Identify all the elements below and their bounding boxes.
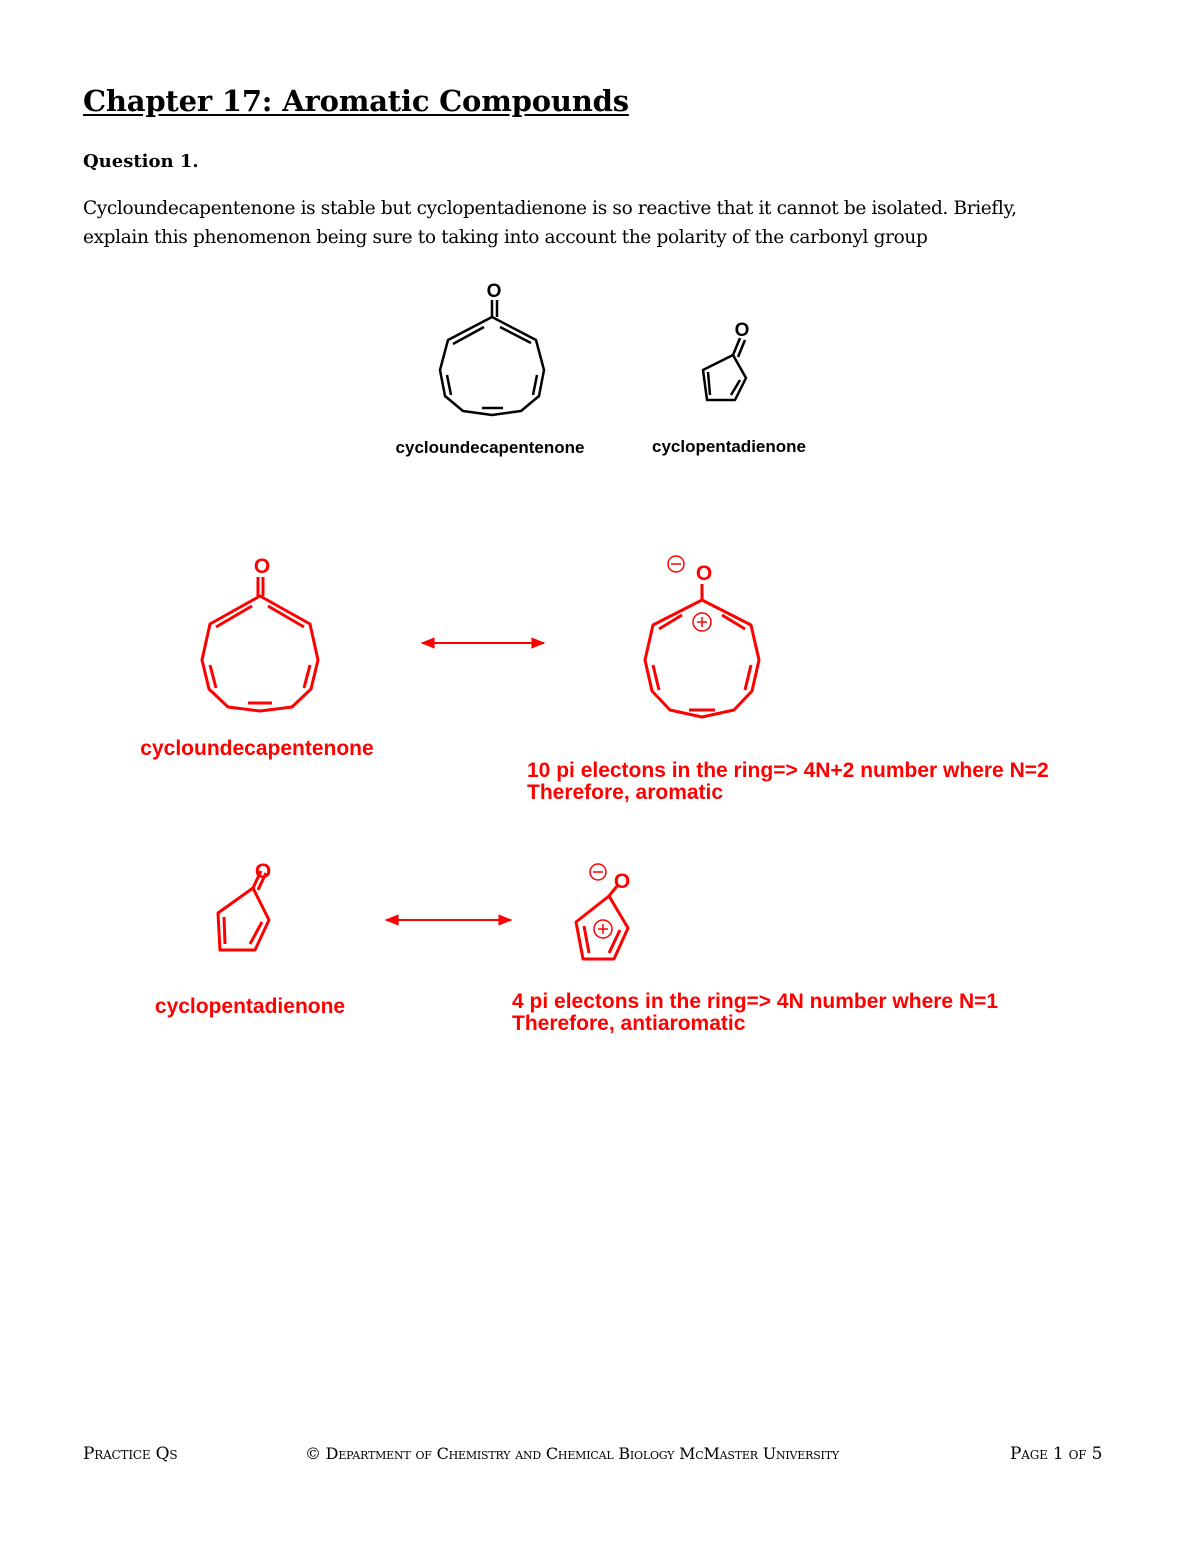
footer-page-number: Page 1 of 5 [1010,1444,1103,1464]
ring-11-outline [202,596,318,711]
inner-double-bonds [653,615,751,710]
cycloundecapentenone-structure-red [202,555,318,711]
positive-charge-icon [594,920,612,938]
question-text-line-1: Cycloundecapentenone is stable but cyclopentadienone is so reactive that it cannot be isolated. Briefly, [83,198,1017,219]
label-cycloundecapentenone-red: cycloundecapentenone [140,737,374,760]
negative-charge-icon [590,864,606,880]
aromatic-note-line-2: Therefore, aromatic [527,781,724,804]
cycloundecapentenone-resonance-structure [645,556,759,717]
inner-double-bond [224,917,225,944]
inner-double-bond [708,372,710,395]
positive-charge-icon [693,613,711,631]
negative-charge-icon [668,556,684,572]
inner-double-bond [584,926,589,953]
oxygen-atom: O [613,870,631,893]
cyclopentadienone-structure-black [703,320,749,400]
oxygen-atom: O [486,281,502,302]
antiaromatic-note-line-1: 4 pi electons in the ring=> 4N number where N=1 [512,990,999,1013]
oxygen-atom: O [253,555,271,578]
question-text-line-2: explain this phenomenon being sure to taking into account the polarity of the carbonyl group [83,227,928,248]
oxygen-atom: O [695,562,713,585]
label-cyclopentadienone-black: cyclopentadienone [652,437,806,456]
antiaromatic-note-line-2: Therefore, antiaromatic [512,1012,746,1035]
aromatic-note-line-1: 10 pi electons in the ring=> 4N+2 number where N=2 [527,759,1049,782]
cycloundecapentenone-structure-black [440,281,544,415]
cyclopentadienone-structure-red [218,860,271,950]
footer-left: Practice Qs [83,1444,178,1464]
question-heading: Question 1. [83,151,199,172]
oxygen-atom: O [734,320,750,341]
oxygen-atom: O [254,860,272,883]
inner-double-bonds [447,327,537,408]
chapter-title: Chapter 17: Aromatic Compounds [83,84,629,118]
inner-double-bonds [210,606,310,703]
footer-copyright: © Department of Chemistry and Chemical Biology McMaster University [305,1444,839,1463]
ring-11-outline [440,317,544,415]
cyclopentadienone-resonance-structure [576,864,630,959]
label-cyclopentadienone-red: cyclopentadienone [154,995,346,1018]
label-cycloundecapentenone-black: cycloundecapentenone [395,438,585,457]
